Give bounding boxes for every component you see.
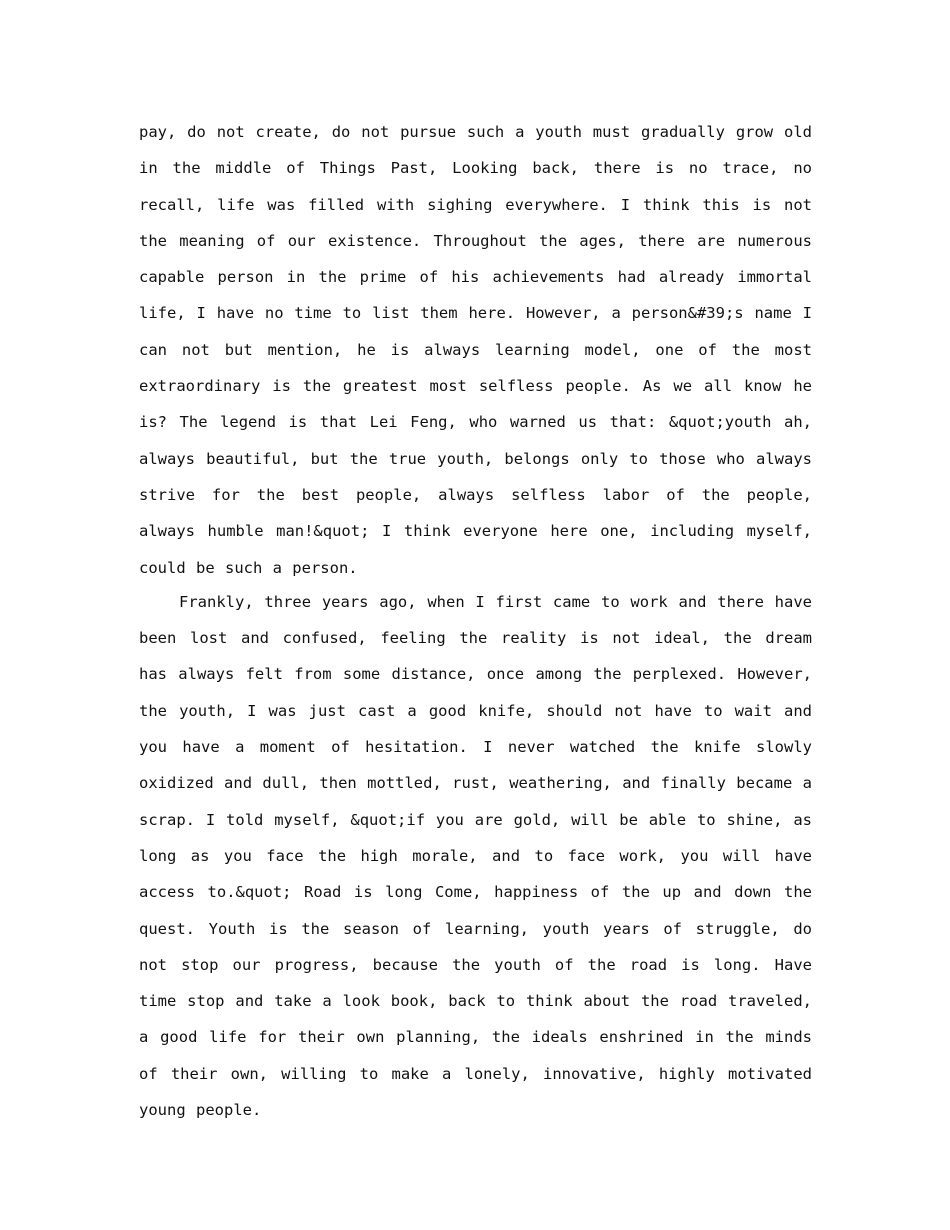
paragraph-1: pay, do not create, do not pursue such a youth must gradually grow old in the middle of Things Past, Looking back, there is no trace, no recall, life was filled with sighing everywhere. I think this is not the meaning of our existence. Throughout the ages, there are numerous capable person in the prime of his achievements had already immortal life, I have no time to list them here. However, a person&#39;s name I can not but mention, he is always learning model, one of the most extraordinary is the greatest most selfless people. As we all know he is? The legend is that Lei Feng, who warned us that: &quot;youth ah, always beautiful, but the true youth, belongs only to those who always strive for the best people, always selfless labor of the people, always humble man!&quot; I think everyone here one, including myself, could be such a person. [139,123,812,577]
body-text [139,114,812,1128]
paragraph-2: Frankly, three years ago, when I first came to work and there have been lost and confused, feeling the reality is not ideal, the dream has always felt from some distance, once among the perplexed. However, the youth, I was just cast a good knife, should not have to wait and you have a moment of hesitation. I never watched the knife slowly oxidized and dull, then mottled, rust, weathering, and finally became a scrap. I told myself, &quot;if you are gold, will be able to shine, as long as you face the high morale, and to face work, you will have access to.&quot; Road is long Come, happiness of the up and down the quest. Youth is the season of learning, youth years of struggle, do not stop our progress, because the youth of the road is long. Have time stop and take a look book, back to think about the road traveled, a good life for their own planning, the ideals enshrined in the minds of their own, willing to make a lonely, innovative, highly motivated young people. [139,592,812,1120]
